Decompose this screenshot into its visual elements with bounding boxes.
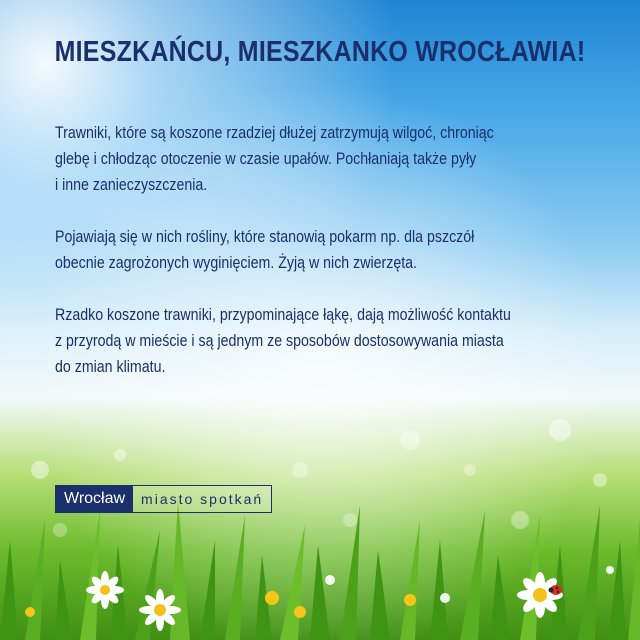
paragraph-line: obecnie zagrożonych wyginięciem. Żyją w nich zwierzęta.	[55, 254, 418, 272]
paragraph-2	[55, 224, 588, 276]
logo-wordmark: Wrocław	[56, 486, 133, 512]
paragraph-line: z przyrodą w mieście i są jednym ze sposobów dostosowywania miasta	[55, 332, 504, 350]
body-text	[55, 120, 588, 406]
paragraph-line: Pojawiają się w nich rośliny, które stanowią pokarm np. dla pszczół	[55, 228, 475, 246]
paragraph-line: i inne zanieczyszczenia.	[55, 176, 208, 194]
paragraph-3	[55, 302, 588, 380]
paragraph-line: do zmian klimatu.	[55, 358, 166, 376]
paragraph-line: Rzadko koszone trawniki, przypominające łąkę, dają możliwość kontaktu	[55, 306, 511, 324]
paragraph-line: glebę i chłodząc otoczenie w czasie upałów. Pochłaniają także pyły	[55, 150, 477, 168]
headline: MIESZKAŃCU, MIESZKANKO WROCŁAWIA!	[54, 36, 586, 68]
paragraph-1	[55, 120, 588, 198]
paragraph-line: Trawniki, które są koszone rzadziej dłużej zatrzymują wilgoć, chroniąc	[55, 124, 494, 142]
logo-tagline: miasto spotkań	[133, 486, 271, 512]
wroclaw-logo	[55, 485, 272, 513]
